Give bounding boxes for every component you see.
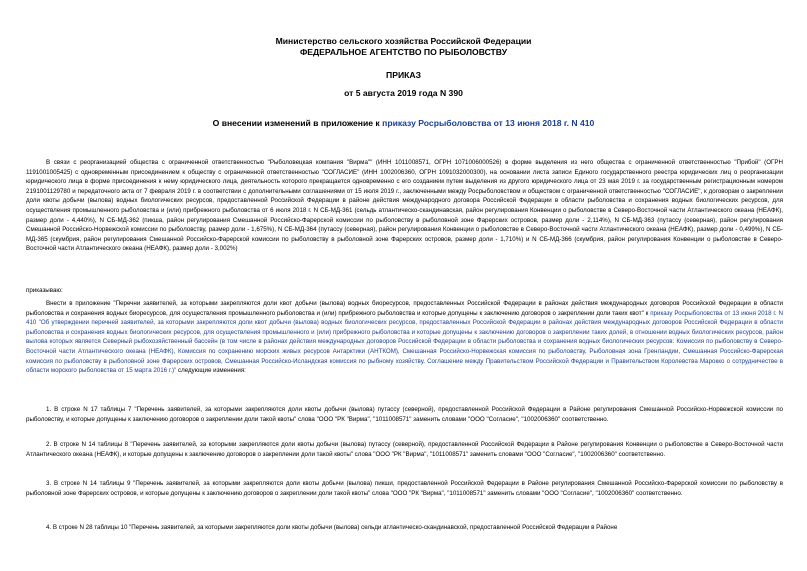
subject-prefix: О внесении изменений в приложение к [212,118,383,128]
main-text-post: следующие изменения: [176,367,246,375]
main-text-pre: Внести в приложение "Перечни заявителей, за которыми закрепляются доли квот добычи (вылова) водных биоресурсов, предоставленных Российской Федерации в районах действия международных договоров Российской Федерации в области рыболовства и сохранения водных биоресурсов, для осуществления промышленного рыболовства и (или) прибрежного рыболовства и которые допущены к заключению договоров о закреплении доли таких квот" к [26,300,783,317]
item-4-text: 4. В строке N 28 таблицы 10 "Перечень заявителей, за которыми закрепляются доли квоты добычи (вылова) сельди атлантическо-скандинавской, предоставленной Российской Федерации в Районе [46,524,618,531]
document-date-number: от 5 августа 2019 года N 390 [344,88,463,98]
intro-text: В связи с реорганизацией общества с ограниченной ответственностью "Рыболовецкая компания "Вирма"" (ИНН 1011008571, ОГРН 1071006000526) в форме выделения из него общества с ограниченной ответственностью "Прибой" (ОГРН 1191001005425) с одновременным присоединением к обществу с ограниченной ответственностью "СОГЛАСИЕ" (ИНН 1002006360, ОГРН 1091032000300), на основании листа записи Единого государственного реестра юридических лиц о реорганизации юридического лица в форме присоединения к нему юридического лица, деятельность которого прекращается одновременно с его созданием путем выделения из другого юридического лица от 23 мая 2019 г. за государственным регистрационным номером 2191001129780 и передаточного акта от 7 февраля 2019 г. в соответствии с дополнительными соглашениями от 15 июля 2019 г., заключенными между Росрыболовством и обществом с ограниченной ответственностью "СОГЛАСИЕ", к договорам о закреплении доли квоты добычи (вылова) водных биологических ресурсов, предоставленной Российской Федерации в районе действия международного договора Российской Федерации в области рыболовства и сохранения водных биологических ресурсов, для осуществления промышленного рыболовства и (или) прибрежного рыболовства от 6 июля 2018 г. N СБ-МД-361 (сельдь атлантическо-скандинавская, район регулирования Конвенции о рыболовстве в Северо-Восточной части Атлантического океана (НЕАФК), размер доли - 4,440%), N СБ-МД-362 (пикша, район регулирования Смешанной Российско-Фарерской комиссии по рыболовству в рыболовной зоне Фарерских островов, размер доли - 2,114%), N СБ-МД-363 (путассу (северная), район регулирования Смешанной Российско-Норвежской комиссии по рыболовству, размер доли - 1,675%), N СБ-МД-364 (путассу (северная), район регулирования Конвенции о рыболовстве в Северо-Восточной части Атлантического океана (НЕАФК), размер доли - 0,499%), N СБ-МД-365 (скумбрия, район регулирования Смешанной Российско-Фарерской комиссии по рыболовству в рыболовной зоне Фарерских островов, размер доли - 1,710%) и N СБ-МД-366 (скумбрия, район регулирования Конвенции о рыболовстве в Северо-Восточной части Атлантического океана (НЕАФК), размер доли - 3,002%) [26,159,783,253]
item-4-paragraph [26,523,783,533]
agency-title: ФЕДЕРАЛЬНОЕ АГЕНТСТВО ПО РЫБОЛОВСТВУ [299,47,508,57]
item-1-paragraph [26,405,783,424]
intro-paragraph [26,158,783,254]
item-2-paragraph [26,440,783,459]
document-type: ПРИКАЗ [386,70,421,80]
subject-order-link[interactable]: приказу Росрыболовства от 13 июня 2018 г. N 410 [382,118,595,128]
main-paragraph [26,299,783,376]
item-1-text: 1. В строке N 17 таблицы 7 "Перечень заявителей, за которыми закрепляются доли квоты добычи (вылова) путассу (северной), предоставленной Российской Федерации в Районе регулирования Смешанной Российско-Норвежской комиссии по рыболовству, и которые допущены к заключению договоров о закреплении доли такой квоты" слова "ООО "РК "Вирма", "1011008571" заменить словами "ООО "Согласие", "1002006360" соответственно. [26,406,783,423]
main-text [26,299,783,376]
item-3-paragraph [26,479,783,498]
item-3-text: 3. В строке N 14 таблицы 9 "Перечень заявителей, за которыми закрепляются доли квоты добычи (вылова) пикши, предоставленной Российской Федерации в Районе регулирования Смешанной Российско-Фарерской комиссии по рыболовству в рыболовной зоне Фарерских островов, и которые допущены к заключению договоров о закреплении доли такой квоты" слова "ООО "РК "Вирма", "1011008571" заменить словами "ООО "Согласие", "1002006360" соответственно. [26,480,783,497]
order-word: приказываю: [26,287,63,294]
order-word-paragraph [26,286,783,296]
ministry-title: Министерство сельского хозяйства Российской Федерации [275,36,532,46]
item-2-text: 2. В строке N 14 таблицы 8 "Перечень заявителей, за которыми закрепляются доли квоты добычи (вылова) путассу (северной), предоставленной Российской Федерации в Районе регулирования Конвенции о рыболовстве в Северо-Восточной части Атлантического океана (НЕАФК), и которые допущены к заключению договоров о закреплении доли такой квоты" слова "ООО "РК "Вирма", "1011008571" заменить словами "ООО "Согласие", "1002006360" соответственно. [26,441,783,458]
document-subject [0,118,807,129]
main-order-link[interactable]: приказу Росрыболовства от 13 июня 2018 г. N 410 "Об утверждении перечней заявителей, за которыми закрепляются доли квот добычи (вылова) водных биологических ресурсов, предоставленных Российской Федерации в районах действия международных договоров Российской Федерации в области рыболовства и сохранения водных биологических ресурсов, для осуществления промышленного и (или) прибрежного рыболовства и которые допущены к заключению договоров о закреплении таких долей, в отношении водных биологических ресурсов, район вылова которых является Северный рыбохозяйственный бассейн (в том числе в районах действия международных договоров Российской Федерации в области рыболовства и сохранения водных биологических ресурсов: Комиссия по рыболовству в Северо-Восточной части Атлантического океана (НЕАФК), Комиссия по сохранению морских живых ресурсов Антарктики (АНТКОМ), Смешанная Российско-Норвежская комиссия по рыболовству, Рыболовная зона Гренландии, Смешанная Российско-Фарерская комиссия по рыболовству в рыболовной зоне Фарерских островов, Смешанная Российско-Исландская комиссия по рыбному хозяйству, Соглашение между Правительством Российской Федерации и Правительством Королевства Марокко о сотрудничестве в области морского рыболовства от 15 марта 2016 г.)" [26,309,783,375]
